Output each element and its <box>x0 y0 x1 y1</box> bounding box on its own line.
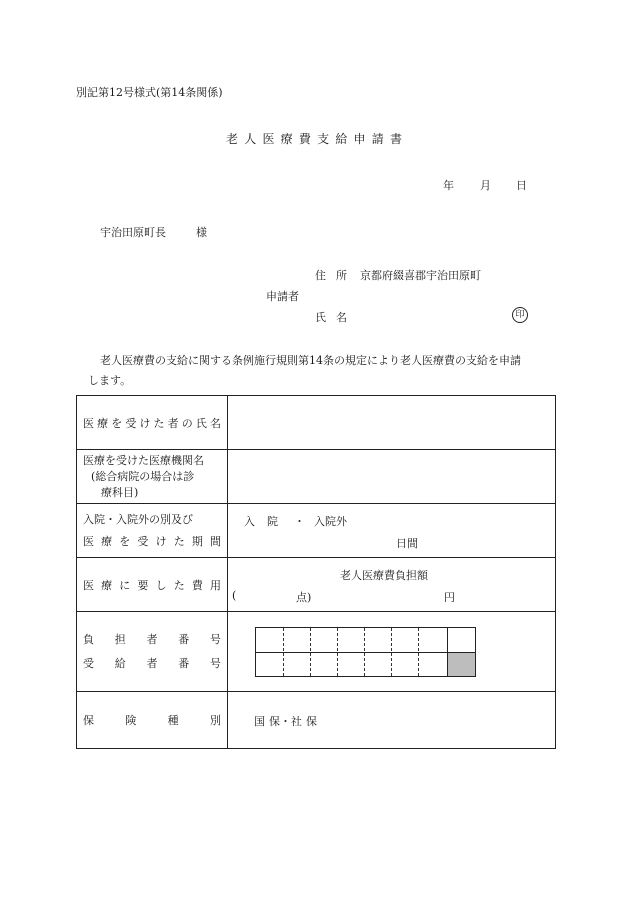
label-char: に <box>119 578 131 592</box>
label-char: 番 <box>178 632 190 646</box>
label-char: 用 <box>209 578 221 592</box>
label-char: 間 <box>209 534 221 548</box>
label-char: け <box>155 534 167 548</box>
option-char: 院 <box>267 515 278 528</box>
title-char: 医 <box>262 132 275 146</box>
label-char: 名 <box>209 416 221 430</box>
numbers-field <box>228 612 556 692</box>
table-row-inpatient-period <box>77 504 556 558</box>
label-char: 番 <box>178 656 190 670</box>
recipient-number-label <box>83 652 221 676</box>
label-char: た <box>173 534 185 548</box>
option-char: 保 <box>269 715 280 728</box>
address-value: 京都府綴喜郡宇治田原町 <box>360 269 481 282</box>
label-line: 療科目) <box>101 485 139 499</box>
name-label-char: 氏 <box>315 311 326 324</box>
label-char: を <box>119 534 131 548</box>
label-line: 入院・入院外の別及び <box>83 512 193 526</box>
payer-number-label <box>83 628 221 652</box>
label-char: 療 <box>97 416 109 430</box>
table-row-medical-cost <box>77 558 556 612</box>
medical-institution-label <box>77 450 228 504</box>
title-char: 人 <box>244 132 257 146</box>
patient-name-label <box>77 396 228 450</box>
date-year-label: 年 <box>443 179 454 192</box>
label-char: 保 <box>83 714 94 727</box>
label-char: 受 <box>137 534 149 548</box>
label-char: 者 <box>146 632 158 646</box>
label-char: 医 <box>83 534 94 548</box>
medical-cost-label <box>77 558 228 612</box>
grid-divider <box>447 628 448 676</box>
title-char: 請 <box>371 132 384 146</box>
label-char: の <box>181 416 193 430</box>
form-number: 別記第12号様式(第14条関係) <box>76 86 223 99</box>
paren-open: ( <box>232 589 237 602</box>
label-char: 給 <box>114 656 126 670</box>
option-char: 社 <box>291 715 302 728</box>
address-label <box>315 267 347 283</box>
label-char: し <box>155 578 167 592</box>
grid-divider <box>283 628 284 676</box>
body-text-line1: 老人医療費の支給に関する条例施行規則第14条の規定により老人医療費の支給を申請 <box>100 354 521 367</box>
table-row-medical-institution <box>77 450 556 504</box>
label-char: 者 <box>146 656 158 670</box>
title-char: 申 <box>353 132 366 146</box>
option-char: 国 <box>254 715 265 728</box>
label-char: を <box>111 416 123 430</box>
label-char: け <box>139 416 151 430</box>
label-char: 別 <box>209 714 221 727</box>
label-char: 負 <box>83 632 94 646</box>
name-label-char: 名 <box>336 311 347 324</box>
address-label-char: 所 <box>336 269 347 282</box>
label-char: 号 <box>210 632 221 646</box>
label-char: 医 <box>83 578 94 592</box>
application-table <box>76 395 556 749</box>
label-line: 医療を受けた医療機関名 <box>83 453 204 467</box>
label-char: 険 <box>125 714 137 727</box>
option-char: 保 <box>306 715 317 728</box>
label-char: 要 <box>137 578 149 592</box>
label-char: 担 <box>114 632 126 646</box>
title-char: 給 <box>335 132 348 146</box>
grid-divider <box>418 628 419 676</box>
label-char: 費 <box>191 578 203 592</box>
seal-icon: 印 <box>512 307 528 323</box>
table-row-numbers <box>77 612 556 692</box>
date-month-label: 月 <box>480 179 491 192</box>
grid-divider <box>337 628 338 676</box>
label-char: た <box>153 416 165 430</box>
insurance-type-label <box>77 692 228 749</box>
option-char: 入 <box>244 515 255 528</box>
grid-divider <box>391 628 392 676</box>
label-char: 療 <box>101 578 113 592</box>
addressee-honorific: 様 <box>196 226 207 239</box>
label-char: 種 <box>167 714 179 727</box>
grid-row-divider <box>256 652 475 653</box>
label-char: 医 <box>83 416 94 430</box>
title-char: 書 <box>389 132 402 146</box>
addressee-name: 宇治田原町長 <box>100 226 166 239</box>
inpatient-period-label <box>77 504 228 558</box>
inpatient-option[interactable] <box>244 513 278 529</box>
body-text-line2: します。 <box>88 374 132 387</box>
option-separator: ・ <box>280 715 291 728</box>
title-char: 支 <box>317 132 330 146</box>
option-separator: ・ <box>294 515 305 528</box>
insurance-option-national[interactable] <box>254 713 317 729</box>
medical-institution-field[interactable] <box>228 450 556 504</box>
days-unit: 日間 <box>396 537 418 550</box>
seal-mark <box>512 307 528 323</box>
date-day-label: 日 <box>516 179 527 192</box>
address-label-char: 住 <box>315 269 326 282</box>
label-char: 期 <box>191 534 203 548</box>
inpatient-period-field[interactable] <box>228 504 556 558</box>
name-label <box>315 309 347 325</box>
label-char: 号 <box>210 656 221 670</box>
number-digit-grid[interactable] <box>255 627 476 677</box>
title-char: 費 <box>298 132 311 146</box>
burden-amount-label: 老人医療費負担額 <box>340 569 428 582</box>
outpatient-option[interactable]: 入院外 <box>314 515 347 528</box>
grid-divider <box>364 628 365 676</box>
medical-cost-field[interactable] <box>228 558 556 612</box>
shaded-cell <box>448 653 475 676</box>
label-char: 療 <box>101 534 113 548</box>
label-char: 氏 <box>195 416 207 430</box>
label-char: 受 <box>125 416 137 430</box>
label-char: た <box>173 578 185 592</box>
label-char: 受 <box>83 656 94 670</box>
label-line: (総合病院の場合は診 <box>91 469 195 483</box>
table-row-insurance-type <box>77 692 556 749</box>
numbers-label <box>77 612 228 692</box>
form-title <box>226 130 402 147</box>
yen-unit: 円 <box>444 591 455 604</box>
grid-divider <box>310 628 311 676</box>
title-char: 老 <box>226 132 239 146</box>
applicant-label: 申請者 <box>266 290 299 303</box>
points-unit: 点) <box>296 591 312 604</box>
label-char: 者 <box>167 416 179 430</box>
patient-name-field[interactable] <box>228 396 556 450</box>
table-row-patient-name <box>77 396 556 450</box>
title-char: 療 <box>280 132 293 146</box>
insurance-type-field[interactable] <box>228 692 556 749</box>
